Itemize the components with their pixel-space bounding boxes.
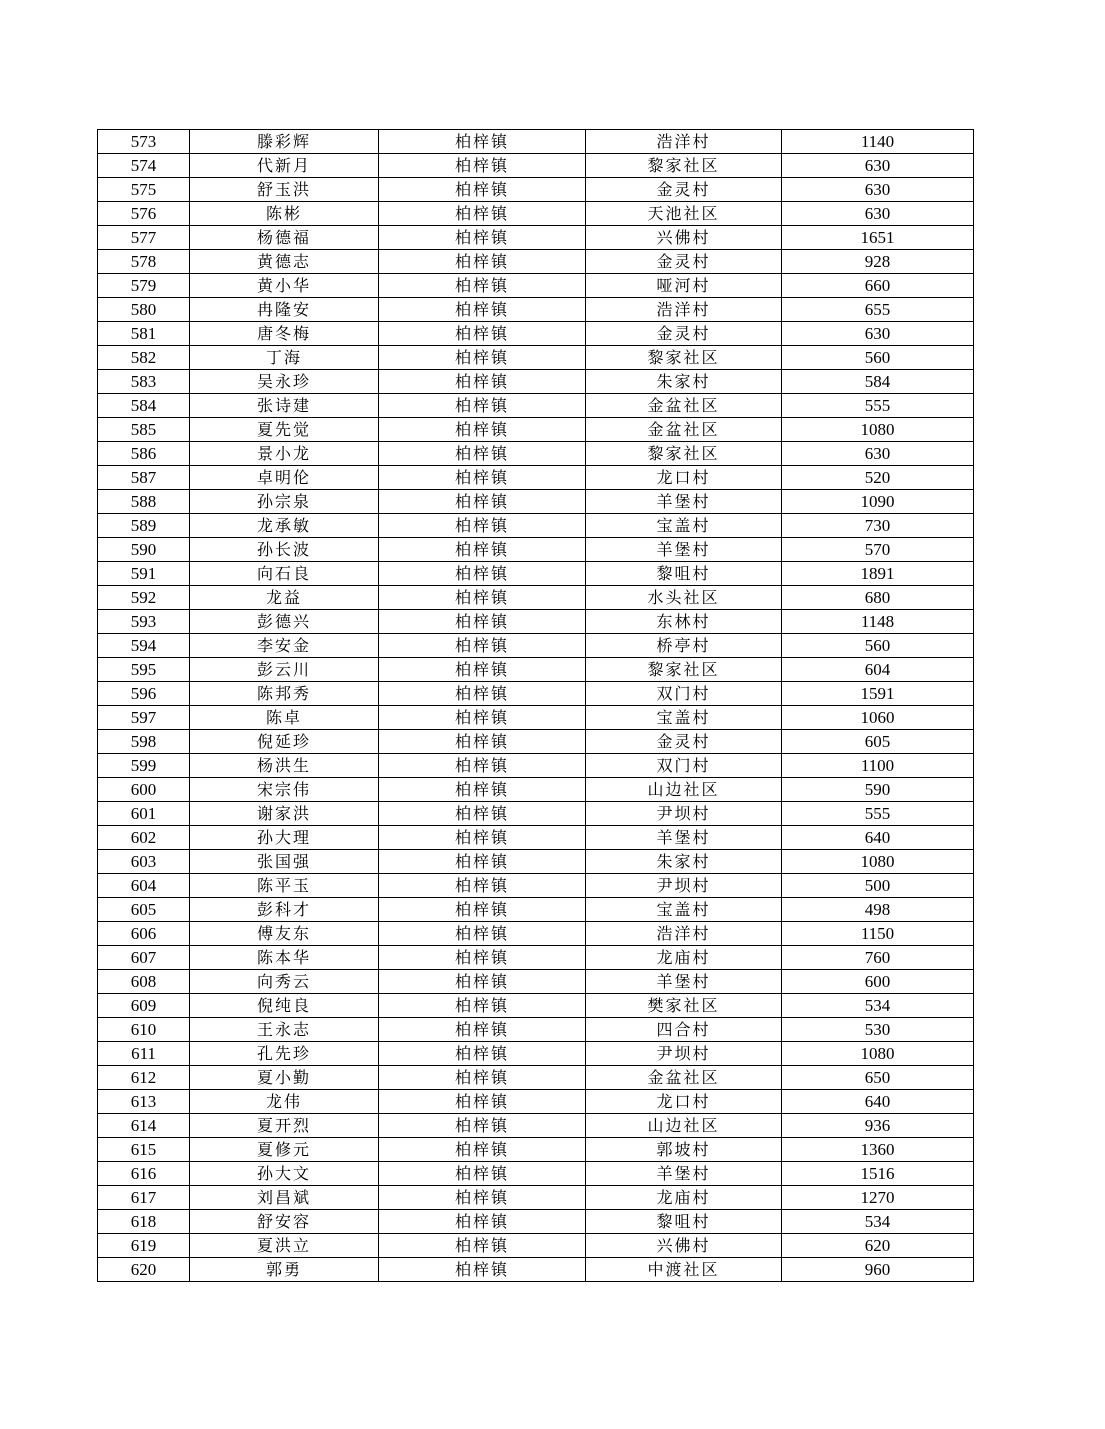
roster-table (97, 129, 974, 1282)
village-cell: 黎家社区 (586, 442, 782, 466)
row-number-cell: 603 (98, 850, 190, 874)
amount-cell: 584 (782, 370, 974, 394)
person-name-cell: 丁海 (190, 346, 379, 370)
table-row (98, 730, 974, 754)
village-cell: 兴佛村 (586, 226, 782, 250)
amount-cell: 730 (782, 514, 974, 538)
table-row (98, 1114, 974, 1138)
town-cell: 柏梓镇 (379, 1114, 586, 1138)
amount-cell: 605 (782, 730, 974, 754)
person-name-cell: 夏小勤 (190, 1066, 379, 1090)
town-cell: 柏梓镇 (379, 802, 586, 826)
row-number-cell: 575 (98, 178, 190, 202)
amount-cell: 534 (782, 1210, 974, 1234)
table-row (98, 514, 974, 538)
village-cell: 宝盖村 (586, 514, 782, 538)
person-name-cell: 舒安容 (190, 1210, 379, 1234)
row-number-cell: 584 (98, 394, 190, 418)
amount-cell: 530 (782, 1018, 974, 1042)
row-number-cell: 576 (98, 202, 190, 226)
town-cell: 柏梓镇 (379, 898, 586, 922)
person-name-cell: 夏先觉 (190, 418, 379, 442)
amount-cell: 1080 (782, 850, 974, 874)
person-name-cell: 王永志 (190, 1018, 379, 1042)
table-row (98, 802, 974, 826)
village-cell: 水头社区 (586, 586, 782, 610)
amount-cell: 1148 (782, 610, 974, 634)
amount-cell: 960 (782, 1258, 974, 1282)
amount-cell: 590 (782, 778, 974, 802)
amount-cell: 560 (782, 346, 974, 370)
table-row (98, 274, 974, 298)
village-cell: 朱家村 (586, 850, 782, 874)
table-row (98, 394, 974, 418)
amount-cell: 570 (782, 538, 974, 562)
table-row (98, 1042, 974, 1066)
town-cell: 柏梓镇 (379, 1210, 586, 1234)
row-number-cell: 598 (98, 730, 190, 754)
table-row (98, 1138, 974, 1162)
person-name-cell: 傅友东 (190, 922, 379, 946)
town-cell: 柏梓镇 (379, 130, 586, 154)
table-row (98, 322, 974, 346)
table-row (98, 658, 974, 682)
village-cell: 浩洋村 (586, 298, 782, 322)
amount-cell: 1651 (782, 226, 974, 250)
town-cell: 柏梓镇 (379, 538, 586, 562)
row-number-cell: 596 (98, 682, 190, 706)
table-row (98, 226, 974, 250)
row-number-cell: 597 (98, 706, 190, 730)
table-row (98, 826, 974, 850)
row-number-cell: 574 (98, 154, 190, 178)
row-number-cell: 579 (98, 274, 190, 298)
amount-cell: 520 (782, 466, 974, 490)
person-name-cell: 夏修元 (190, 1138, 379, 1162)
village-cell: 龙庙村 (586, 1186, 782, 1210)
village-cell: 浩洋村 (586, 130, 782, 154)
town-cell: 柏梓镇 (379, 322, 586, 346)
town-cell: 柏梓镇 (379, 658, 586, 682)
person-name-cell: 孙大理 (190, 826, 379, 850)
table-row (98, 298, 974, 322)
person-name-cell: 谢家洪 (190, 802, 379, 826)
person-name-cell: 杨洪生 (190, 754, 379, 778)
table-row (98, 1258, 974, 1282)
town-cell: 柏梓镇 (379, 1138, 586, 1162)
town-cell: 柏梓镇 (379, 970, 586, 994)
amount-cell: 620 (782, 1234, 974, 1258)
row-number-cell: 595 (98, 658, 190, 682)
village-cell: 羊堡村 (586, 538, 782, 562)
town-cell: 柏梓镇 (379, 202, 586, 226)
town-cell: 柏梓镇 (379, 706, 586, 730)
person-name-cell: 张诗建 (190, 394, 379, 418)
town-cell: 柏梓镇 (379, 394, 586, 418)
amount-cell: 1516 (782, 1162, 974, 1186)
person-name-cell: 向石良 (190, 562, 379, 586)
roster-table-body (98, 130, 974, 1282)
town-cell: 柏梓镇 (379, 466, 586, 490)
amount-cell: 630 (782, 202, 974, 226)
town-cell: 柏梓镇 (379, 850, 586, 874)
table-row (98, 634, 974, 658)
amount-cell: 1270 (782, 1186, 974, 1210)
person-name-cell: 陈邦秀 (190, 682, 379, 706)
table-row (98, 1090, 974, 1114)
amount-cell: 498 (782, 898, 974, 922)
town-cell: 柏梓镇 (379, 1042, 586, 1066)
town-cell: 柏梓镇 (379, 514, 586, 538)
table-row (98, 1162, 974, 1186)
village-cell: 金灵村 (586, 322, 782, 346)
town-cell: 柏梓镇 (379, 370, 586, 394)
village-cell: 金灵村 (586, 250, 782, 274)
village-cell: 郭坡村 (586, 1138, 782, 1162)
row-number-cell: 586 (98, 442, 190, 466)
town-cell: 柏梓镇 (379, 1258, 586, 1282)
table-row (98, 178, 974, 202)
table-row (98, 490, 974, 514)
table-row (98, 682, 974, 706)
person-name-cell: 黄小华 (190, 274, 379, 298)
village-cell: 黎咀村 (586, 562, 782, 586)
town-cell: 柏梓镇 (379, 586, 586, 610)
person-name-cell: 陈彬 (190, 202, 379, 226)
amount-cell: 928 (782, 250, 974, 274)
amount-cell: 655 (782, 298, 974, 322)
person-name-cell: 孔先珍 (190, 1042, 379, 1066)
village-cell: 金盆社区 (586, 394, 782, 418)
row-number-cell: 582 (98, 346, 190, 370)
row-number-cell: 580 (98, 298, 190, 322)
row-number-cell: 602 (98, 826, 190, 850)
town-cell: 柏梓镇 (379, 1186, 586, 1210)
row-number-cell: 617 (98, 1186, 190, 1210)
village-cell: 羊堡村 (586, 1162, 782, 1186)
amount-cell: 600 (782, 970, 974, 994)
village-cell: 桥亭村 (586, 634, 782, 658)
town-cell: 柏梓镇 (379, 730, 586, 754)
village-cell: 樊家社区 (586, 994, 782, 1018)
village-cell: 中渡社区 (586, 1258, 782, 1282)
village-cell: 浩洋村 (586, 922, 782, 946)
row-number-cell: 606 (98, 922, 190, 946)
village-cell: 天池社区 (586, 202, 782, 226)
row-number-cell: 587 (98, 466, 190, 490)
table-row (98, 346, 974, 370)
person-name-cell: 向秀云 (190, 970, 379, 994)
person-name-cell: 陈本华 (190, 946, 379, 970)
row-number-cell: 620 (98, 1258, 190, 1282)
person-name-cell: 龙益 (190, 586, 379, 610)
person-name-cell: 李安金 (190, 634, 379, 658)
table-row (98, 562, 974, 586)
town-cell: 柏梓镇 (379, 562, 586, 586)
row-number-cell: 577 (98, 226, 190, 250)
table-row (98, 754, 974, 778)
row-number-cell: 593 (98, 610, 190, 634)
row-number-cell: 583 (98, 370, 190, 394)
table-row (98, 970, 974, 994)
village-cell: 尹坝村 (586, 1042, 782, 1066)
person-name-cell: 郭勇 (190, 1258, 379, 1282)
village-cell: 尹坝村 (586, 802, 782, 826)
person-name-cell: 龙承敏 (190, 514, 379, 538)
person-name-cell: 倪延珍 (190, 730, 379, 754)
person-name-cell: 彭科才 (190, 898, 379, 922)
village-cell: 金盆社区 (586, 1066, 782, 1090)
town-cell: 柏梓镇 (379, 226, 586, 250)
person-name-cell: 黄德志 (190, 250, 379, 274)
row-number-cell: 581 (98, 322, 190, 346)
person-name-cell: 彭云川 (190, 658, 379, 682)
amount-cell: 1140 (782, 130, 974, 154)
person-name-cell: 夏洪立 (190, 1234, 379, 1258)
town-cell: 柏梓镇 (379, 346, 586, 370)
row-number-cell: 613 (98, 1090, 190, 1114)
row-number-cell: 589 (98, 514, 190, 538)
amount-cell: 1150 (782, 922, 974, 946)
town-cell: 柏梓镇 (379, 1234, 586, 1258)
row-number-cell: 592 (98, 586, 190, 610)
amount-cell: 680 (782, 586, 974, 610)
amount-cell: 630 (782, 178, 974, 202)
row-number-cell: 573 (98, 130, 190, 154)
person-name-cell: 倪纯良 (190, 994, 379, 1018)
table-row (98, 202, 974, 226)
village-cell: 龙口村 (586, 1090, 782, 1114)
row-number-cell: 601 (98, 802, 190, 826)
amount-cell: 1060 (782, 706, 974, 730)
village-cell: 兴佛村 (586, 1234, 782, 1258)
person-name-cell: 杨德福 (190, 226, 379, 250)
row-number-cell: 614 (98, 1114, 190, 1138)
row-number-cell: 591 (98, 562, 190, 586)
person-name-cell: 孙宗泉 (190, 490, 379, 514)
town-cell: 柏梓镇 (379, 994, 586, 1018)
village-cell: 宝盖村 (586, 898, 782, 922)
amount-cell: 555 (782, 802, 974, 826)
person-name-cell: 陈卓 (190, 706, 379, 730)
amount-cell: 1080 (782, 418, 974, 442)
town-cell: 柏梓镇 (379, 826, 586, 850)
table-row (98, 610, 974, 634)
amount-cell: 650 (782, 1066, 974, 1090)
amount-cell: 640 (782, 826, 974, 850)
village-cell: 金灵村 (586, 730, 782, 754)
row-number-cell: 616 (98, 1162, 190, 1186)
person-name-cell: 冉隆安 (190, 298, 379, 322)
town-cell: 柏梓镇 (379, 298, 586, 322)
town-cell: 柏梓镇 (379, 946, 586, 970)
town-cell: 柏梓镇 (379, 154, 586, 178)
village-cell: 金盆社区 (586, 418, 782, 442)
village-cell: 东林村 (586, 610, 782, 634)
person-name-cell: 代新月 (190, 154, 379, 178)
town-cell: 柏梓镇 (379, 778, 586, 802)
person-name-cell: 滕彩辉 (190, 130, 379, 154)
table-row (98, 1018, 974, 1042)
amount-cell: 534 (782, 994, 974, 1018)
table-row (98, 466, 974, 490)
village-cell: 黎家社区 (586, 154, 782, 178)
town-cell: 柏梓镇 (379, 634, 586, 658)
table-row (98, 1210, 974, 1234)
village-cell: 尹坝村 (586, 874, 782, 898)
town-cell: 柏梓镇 (379, 418, 586, 442)
row-number-cell: 578 (98, 250, 190, 274)
amount-cell: 760 (782, 946, 974, 970)
village-cell: 双门村 (586, 682, 782, 706)
village-cell: 龙口村 (586, 466, 782, 490)
town-cell: 柏梓镇 (379, 874, 586, 898)
village-cell: 宝盖村 (586, 706, 782, 730)
table-row (98, 442, 974, 466)
table-row (98, 706, 974, 730)
table-row (98, 898, 974, 922)
town-cell: 柏梓镇 (379, 1162, 586, 1186)
person-name-cell: 宋宗伟 (190, 778, 379, 802)
village-cell: 黎家社区 (586, 658, 782, 682)
table-row (98, 418, 974, 442)
village-cell: 羊堡村 (586, 490, 782, 514)
village-cell: 双门村 (586, 754, 782, 778)
row-number-cell: 605 (98, 898, 190, 922)
person-name-cell: 龙伟 (190, 1090, 379, 1114)
person-name-cell: 张国强 (190, 850, 379, 874)
village-cell: 金灵村 (586, 178, 782, 202)
amount-cell: 604 (782, 658, 974, 682)
person-name-cell: 景小龙 (190, 442, 379, 466)
table-row (98, 586, 974, 610)
table-row (98, 250, 974, 274)
town-cell: 柏梓镇 (379, 178, 586, 202)
amount-cell: 1891 (782, 562, 974, 586)
table-row (98, 538, 974, 562)
person-name-cell: 唐冬梅 (190, 322, 379, 346)
town-cell: 柏梓镇 (379, 1090, 586, 1114)
row-number-cell: 599 (98, 754, 190, 778)
village-cell: 朱家村 (586, 370, 782, 394)
person-name-cell: 舒玉洪 (190, 178, 379, 202)
town-cell: 柏梓镇 (379, 754, 586, 778)
village-cell: 山边社区 (586, 1114, 782, 1138)
town-cell: 柏梓镇 (379, 490, 586, 514)
village-cell: 黎家社区 (586, 346, 782, 370)
amount-cell: 1100 (782, 754, 974, 778)
person-name-cell: 刘昌斌 (190, 1186, 379, 1210)
amount-cell: 555 (782, 394, 974, 418)
town-cell: 柏梓镇 (379, 250, 586, 274)
town-cell: 柏梓镇 (379, 610, 586, 634)
table-row (98, 994, 974, 1018)
row-number-cell: 607 (98, 946, 190, 970)
village-cell: 羊堡村 (586, 826, 782, 850)
row-number-cell: 590 (98, 538, 190, 562)
row-number-cell: 604 (98, 874, 190, 898)
row-number-cell: 609 (98, 994, 190, 1018)
row-number-cell: 618 (98, 1210, 190, 1234)
row-number-cell: 612 (98, 1066, 190, 1090)
row-number-cell: 619 (98, 1234, 190, 1258)
table-row (98, 946, 974, 970)
town-cell: 柏梓镇 (379, 274, 586, 298)
amount-cell: 1080 (782, 1042, 974, 1066)
town-cell: 柏梓镇 (379, 922, 586, 946)
person-name-cell: 孙长波 (190, 538, 379, 562)
table-row (98, 922, 974, 946)
row-number-cell: 588 (98, 490, 190, 514)
person-name-cell: 吴永珍 (190, 370, 379, 394)
person-name-cell: 彭德兴 (190, 610, 379, 634)
row-number-cell: 608 (98, 970, 190, 994)
amount-cell: 560 (782, 634, 974, 658)
row-number-cell: 594 (98, 634, 190, 658)
village-cell: 山边社区 (586, 778, 782, 802)
table-row (98, 874, 974, 898)
row-number-cell: 610 (98, 1018, 190, 1042)
table-row (98, 1066, 974, 1090)
village-cell: 龙庙村 (586, 946, 782, 970)
town-cell: 柏梓镇 (379, 1066, 586, 1090)
table-row (98, 1186, 974, 1210)
town-cell: 柏梓镇 (379, 682, 586, 706)
amount-cell: 630 (782, 154, 974, 178)
table-row (98, 370, 974, 394)
person-name-cell: 夏开烈 (190, 1114, 379, 1138)
town-cell: 柏梓镇 (379, 442, 586, 466)
row-number-cell: 611 (98, 1042, 190, 1066)
amount-cell: 630 (782, 322, 974, 346)
table-row (98, 850, 974, 874)
table-row (98, 130, 974, 154)
row-number-cell: 615 (98, 1138, 190, 1162)
table-row (98, 778, 974, 802)
amount-cell: 630 (782, 442, 974, 466)
person-name-cell: 陈平玉 (190, 874, 379, 898)
amount-cell: 660 (782, 274, 974, 298)
village-cell: 黎咀村 (586, 1210, 782, 1234)
person-name-cell: 卓明伦 (190, 466, 379, 490)
amount-cell: 640 (782, 1090, 974, 1114)
amount-cell: 500 (782, 874, 974, 898)
amount-cell: 1591 (782, 682, 974, 706)
table-row (98, 154, 974, 178)
amount-cell: 1360 (782, 1138, 974, 1162)
amount-cell: 1090 (782, 490, 974, 514)
town-cell: 柏梓镇 (379, 1018, 586, 1042)
row-number-cell: 600 (98, 778, 190, 802)
table-row (98, 1234, 974, 1258)
row-number-cell: 585 (98, 418, 190, 442)
person-name-cell: 孙大文 (190, 1162, 379, 1186)
village-cell: 羊堡村 (586, 970, 782, 994)
village-cell: 四合村 (586, 1018, 782, 1042)
village-cell: 哑河村 (586, 274, 782, 298)
amount-cell: 936 (782, 1114, 974, 1138)
